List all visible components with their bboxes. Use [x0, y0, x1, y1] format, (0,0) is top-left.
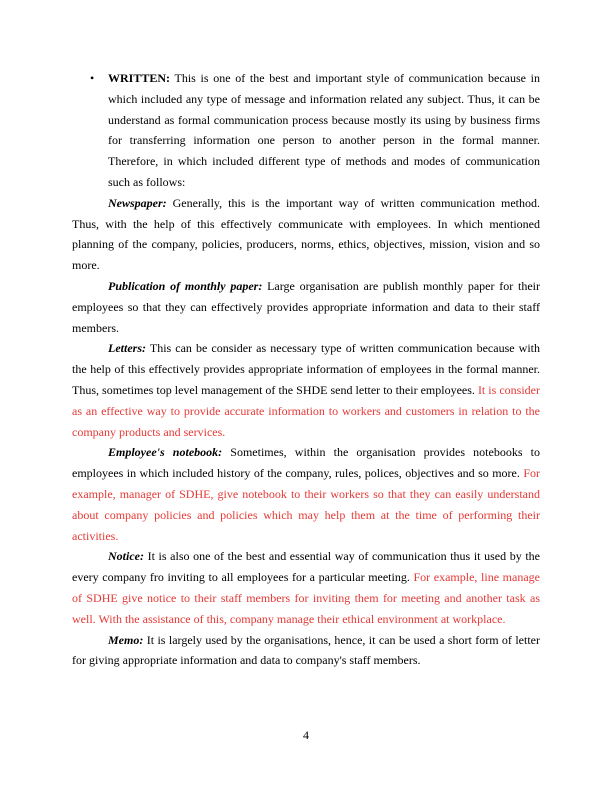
memo-label: Memo:	[108, 632, 144, 647]
notice-text: It is also one of the best and essential way of communication thus it used by the every company fro inviting to all employees for a particular meeting.	[72, 549, 540, 585]
monthly-paper-text: Large organisation are publish monthly paper for their employees so that they can effectively provides appropriate information and data to their staff members.	[72, 278, 540, 335]
written-text: This is one of the best and important style of communication because in which included any type of message and information related any subject. Thus, it can be understand as formal communication process because mostly its using by business firms for transferring information one person to another person in the formal manner. Therefore, in which included different type of methods and modes of communication such as follows:	[108, 71, 540, 189]
letters-label: Letters:	[108, 341, 146, 356]
bullet-icon: •	[90, 71, 95, 85]
newspaper-paragraph	[72, 193, 540, 276]
monthly-paper-label: Publication of monthly paper:	[108, 278, 263, 293]
letters-highlight: It is consider as an effective way to provide accurate information to workers and customers in relation to the company products and services.	[72, 382, 540, 439]
memo-text: It is largely used by the organisations, hence, it can be used a short form of letter for giving appropriate information and data to company's staff members.	[72, 632, 540, 668]
notebook-paragraph	[72, 442, 540, 546]
notice-highlight: For example, line manage of SDHE give notice to their staff members for inviting them for meeting and another task as well. With the assistance of this, company manage their ethical environment at workplace.	[72, 570, 540, 626]
notebook-highlight: For example, manager of SDHE, give notebook to their workers so that they can easily understand about company policies and policies which may help them at the time of performing their activities.	[72, 466, 540, 543]
newspaper-text: Generally, this is the important way of written communication method. Thus, with the help of this effectively communicate with employees. In which mentioned planning of the company, policies, producers, norms, ethics, objectives, mission, vision and so more.	[72, 195, 540, 273]
newspaper-label: Newspaper:	[108, 195, 167, 210]
page-number: 4	[303, 728, 309, 742]
written-label: WRITTEN:	[108, 71, 171, 85]
bullet-item-written	[72, 68, 540, 193]
notice-paragraph	[72, 546, 540, 629]
letters-paragraph	[72, 338, 540, 442]
notebook-label: Employee's notebook:	[108, 445, 223, 460]
page-content	[72, 68, 540, 671]
monthly-paper-paragraph	[72, 276, 540, 338]
memo-paragraph	[72, 630, 540, 672]
written-paragraph	[108, 68, 540, 193]
notebook-text: Sometimes, within the organisation provides notebooks to employees in which included history of the company, rules, polices, objectives and so more.	[72, 445, 540, 481]
letters-text: This can be consider as necessary type of written communication because with the help of this effectively provides appropriate information of employees in the formal manner. Thus, sometimes top level management of the SHDE send letter to their employees.	[72, 341, 540, 397]
notice-label: Notice:	[108, 549, 144, 564]
